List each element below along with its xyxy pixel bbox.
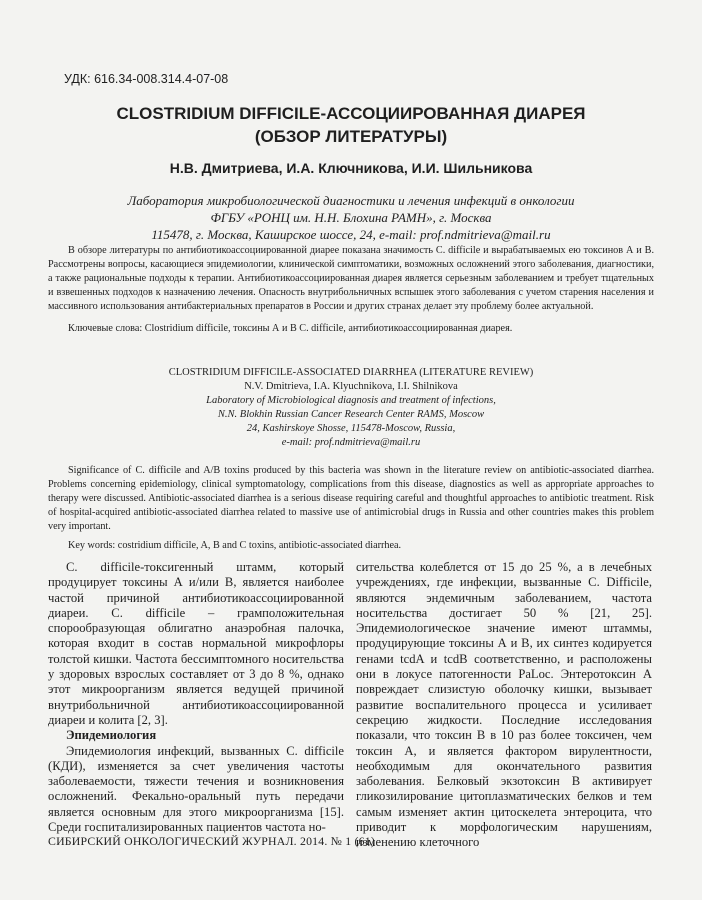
- body-column-right: [356, 560, 652, 851]
- keywords-en: Key words: costridium difficile, A, B and C toxins, antibiotic-associated diarrhea.: [68, 540, 402, 551]
- body-paragraph: сительства колеблется от 15 до 25 %, а в лечебных учреждениях, где инфекции, вызванные C. Difficile, являются эндемичным заболеванием, частота носительства достигает 50 % [21, 25]. Эпидемиологическое значение имеют штаммы, продуцирующие токсины А и В, их синтез кодируется генами tcdA и tcdB соответственно, и расположены они в локусе патогенности PaLoc. Энтеротоксин А повреждает слизистую оболочку кишки, вызывает развитие воспалительного процесса и усиливает секрецию жидкости. Последние исследования показали, что токсин В в 10 раз более токсичен, чем токсин А, и является фактором вирулентности, необходимым для окончательного развития заболевания. Белковый экзотоксин В активирует гликозилирование цитоплазматических белков и тем самым изменяет актин цитоскелета энтероцита, что приводит к морфологическим нарушениям, изменению клеточного: [356, 560, 652, 850]
- body-column-left: [48, 560, 344, 835]
- affiliation-line-3: 115478, г. Москва, Каширское шоссе, 24, e-mail: prof.ndmitrieva@mail.ru: [151, 227, 551, 242]
- title-line-2: (ОБЗОР ЛИТЕРАТУРЫ): [254, 127, 448, 146]
- abstract-russian: [48, 244, 654, 336]
- english-header: [0, 366, 702, 450]
- english-authors: N.V. Dmitrieva, I.A. Klyuchnikova, I.I. Shilnikova: [244, 381, 458, 392]
- title-line-1: CLOSTRIDIUM DIFFICILE-АССОЦИИРОВАННАЯ ДИАРЕЯ: [116, 104, 586, 123]
- english-affil-1: Laboratory of Microbiological diagnosis and treatment of infections,: [206, 395, 496, 406]
- abstract-ru-text: В обзоре литературы по антибиотикоассоциированной диарее показана значимость C. difficile и вырабатываемых ею токсинов А и В. Рассмотрены вопросы, касающиеся эпидемиологии, клинической симптоматики, возможных осложнений этого заболевания, диагностики, а также рациональные подходы к терапии. Антибиотикоассоциированная диарея является серьезным заболеванием и требует тщательных и взвешенных подходов к назначению лечения. Опасность внутрибольничных вспышек этого заболевания с учетом старения населения и массивного использования антибактериальных препаратов в России и других странах делает эту проблему более актуальной.: [48, 245, 654, 312]
- affiliation: [0, 192, 702, 243]
- body-paragraph: Эпидемиология инфекций, вызванных C. difficile (КДИ), изменяется за счет увеличения частоты заболеваемости, тяжести течения и возникновения осложнений. Фекально-оральный путь передачи является основным для этого микроорганизма [15]. Среди госпитализированных пациентов частота но-: [48, 743, 344, 835]
- affiliation-line-2: ФГБУ «РОНЦ им. Н.Н. Блохина РАМН», г. Москва: [210, 210, 492, 225]
- article-title: [0, 102, 702, 148]
- journal-footer: СИБИРСКИЙ ОНКОЛОГИЧЕСКИЙ ЖУРНАЛ. 2014. № 1 (61): [48, 834, 375, 848]
- affiliation-line-1: Лаборатория микробиологической диагностики и лечения инфекций в онкологии: [127, 193, 575, 208]
- english-affil-2: N.N. Blokhin Russian Cancer Research Center RAMS, Moscow: [217, 409, 485, 420]
- english-email: e-mail: prof.ndmitrieva@mail.ru: [281, 437, 421, 448]
- english-title: CLOSTRIDIUM DIFFICILE-ASSOCIATED DIARRHEA (LITERATURE REVIEW): [168, 367, 534, 378]
- english-affil-3: 24, Kashirskoye Shosse, 115478-Moscow, Russia,: [246, 423, 456, 434]
- section-heading-epidemiology: Эпидемиология: [66, 728, 157, 743]
- keywords-ru: Ключевые слова: Clostridium difficile, токсины А и В C. difficile, антибиотикоассоциированная диарея.: [68, 323, 513, 334]
- udk-code: УДК: 616.34-008.314.4-07-08: [64, 72, 229, 86]
- body-paragraph: C. difficile-токсигенный штамм, который продуцирует токсины А и/или В, является наиболее частой причиной антибиотикоассоциированной диареи. C. difficile – грамположительная спорообразующая облигатно анаэробная палочка, которая входит в состав нормальной микрофлоры толстой кишки. Частота бессимптомного носительства у здоровых взрослых составляет от 3 до 8 %, однако этот микроорганизм является ведущей причиной внутрибольничной антибиотикоассоциированной диареи и колита [2, 3].: [48, 560, 344, 727]
- abstract-english: [48, 464, 654, 553]
- abstract-en-text: Significance of C. difficile and A/B toxins produced by this bacteria was shown in the literature review on antibiotic-associated diarrhea. Problems concerning epidemiology, clinical symptomatology, complications from this disease, diagnostics as well as appropriate approaches to therapy were discussed. Antibiotic-associated diarrhea is a serious disease requiring careful and thoughtful approaches to antibiotic treatment. Risk of hospital-acquired antibiotic-associated diarrhea related to massive use of antimicrobial drugs in Russia and other countries makes this problem very important.: [48, 465, 654, 532]
- authors: Н.В. Дмитриева, И.А. Ключникова, И.И. Шильникова: [169, 160, 533, 176]
